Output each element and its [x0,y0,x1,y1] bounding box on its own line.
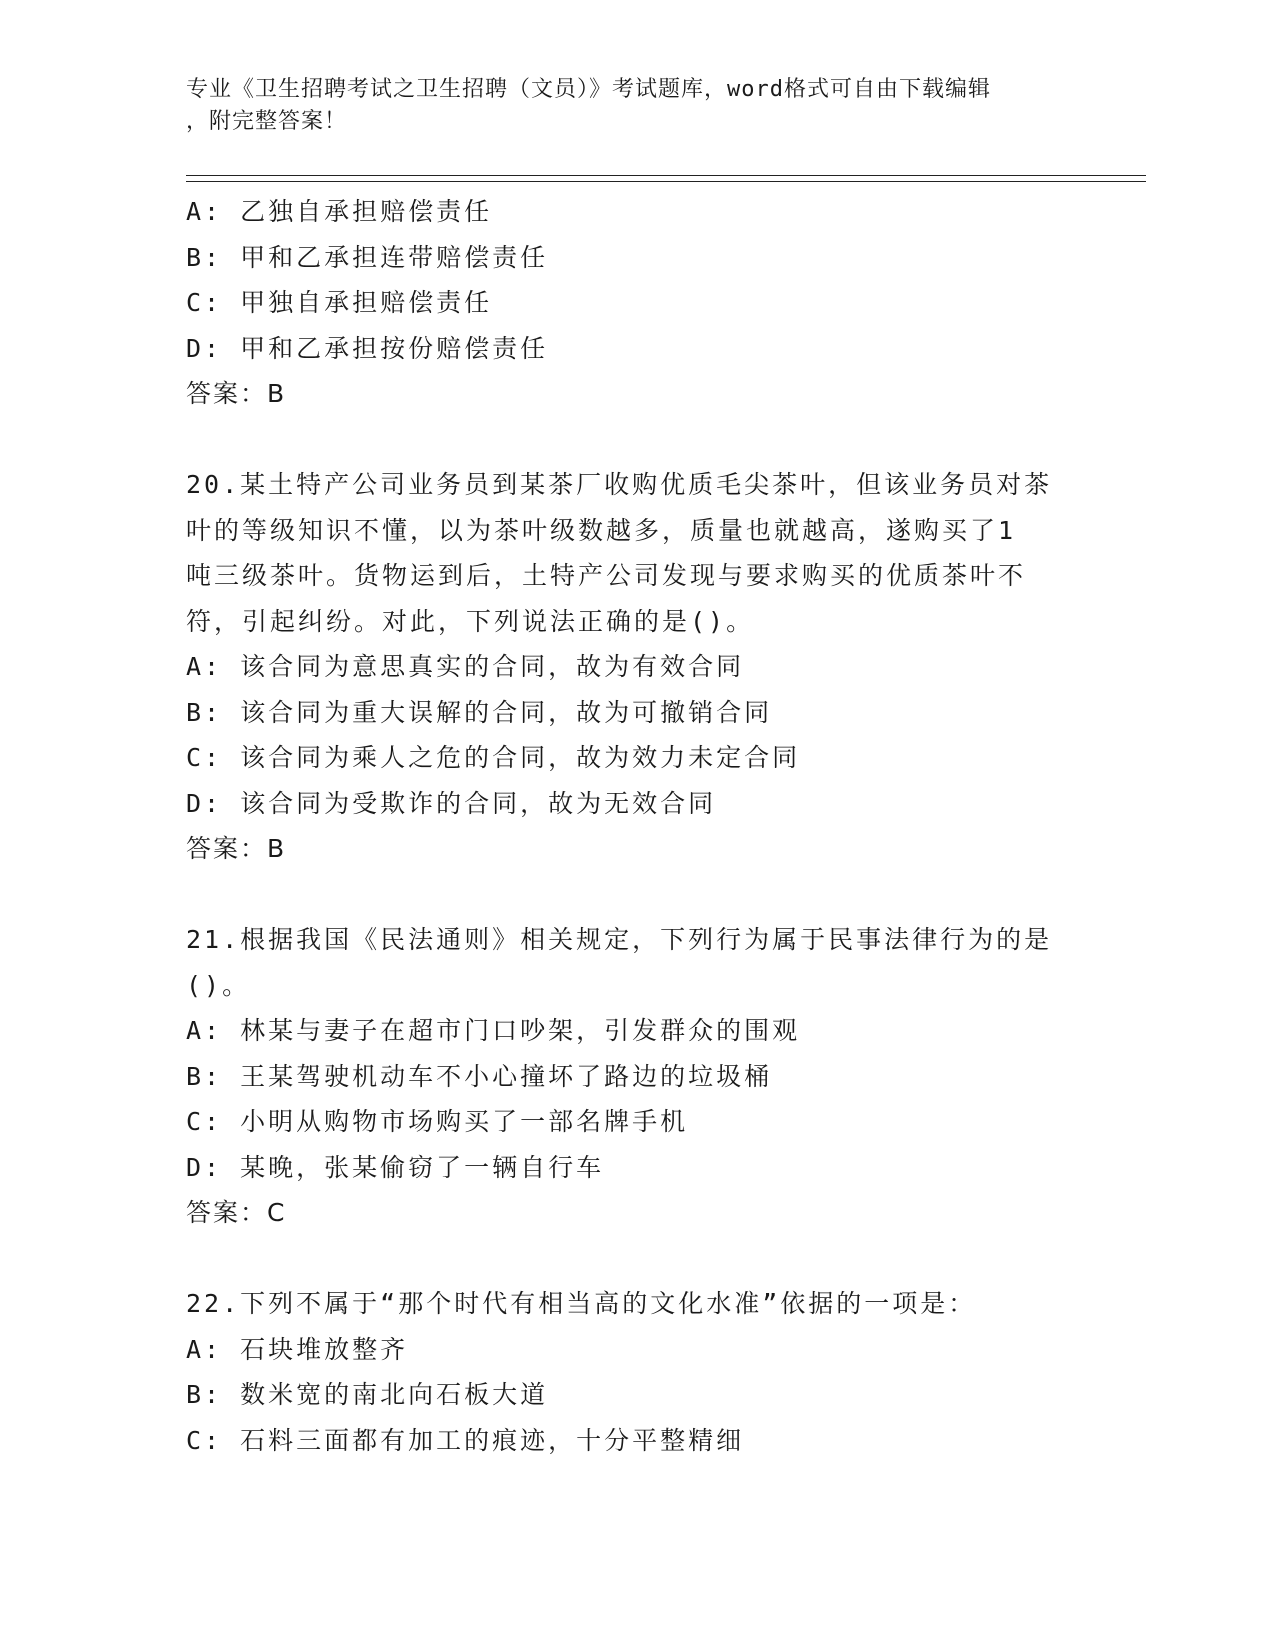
spacer [186,417,1086,463]
question-21 [186,917,1086,1236]
q22-option-c: C: 石料三面都有加工的痕迹，十分平整精细 [186,1425,745,1455]
q22-text-line-1: 22.下列不属于“那个时代有相当高的文化水准”依据的一项是： [186,1289,977,1318]
q22-option-b: B: 数米宽的南北向石板大道 [186,1380,549,1409]
q21-option-b: B: 王某驾驶机动车不小心撞坏了路边的垃圾桶 [186,1061,773,1091]
header-line-2: ，附完整答案！ [186,109,348,134]
spacer [186,872,1086,918]
q20-option-b: B: 该合同为重大误解的合同，故为可撤销合同 [186,697,773,727]
q19-option-a: A: 乙独自承担赔偿责任 [186,197,493,226]
q21-option-c: C: 小明从购物市场购买了一部名牌手机 [186,1107,689,1136]
q20-text-line-1: 20.某土特产公司业务员到某茶厂收购优质毛尖茶叶，但该业务员对茶 [186,470,1053,499]
question-20 [186,462,1086,872]
question-list [186,189,1086,1463]
q19-option-c: C: 甲独自承担赔偿责任 [186,288,493,317]
q20-option-c: C: 该合同为乘人之危的合同，故为效力未定合同 [186,743,801,772]
q21-text-line-1: 21.根据我国《民法通则》相关规定，下列行为属于民事法律行为的是 [186,925,1053,954]
spacer [186,1236,1086,1282]
q20-answer: 答案：B [186,834,287,863]
q19-answer: 答案：B [186,379,287,408]
q20-option-d: D: 该合同为受欺诈的合同，故为无效合同 [186,788,717,818]
q21-option-a: A: 林某与妻子在超市门口吵架，引发群众的围观 [186,1016,801,1045]
q21-option-d: D: 某晚，张某偷窃了一辆自行车 [186,1152,605,1182]
q20-text-line-2: 叶的等级知识不懂，以为茶叶级数越多，质量也就越高，遂购买了1 [186,515,1017,545]
question-22 [186,1281,1086,1463]
question-19 [186,189,1086,417]
q19-option-d: D: 甲和乙承担按份赔偿责任 [186,333,549,363]
q22-option-a: A: 石块堆放整齐 [186,1334,409,1364]
header-rule-bottom [186,181,1146,182]
header-line-1: 专业《卫生招聘考试之卫生招聘（文员）》考试题库，word格式可自由下载编辑 [186,77,991,102]
q21-answer: 答案：C [186,1198,287,1227]
header-rule-top [186,175,1146,176]
q20-text-line-4: 符，引起纠纷。对此，下列说法正确的是()。 [186,606,755,636]
document-header [186,74,1086,138]
q20-text-line-3: 吨三级茶叶。货物运到后，土特产公司发现与要求购买的优质茶叶不 [186,561,1027,590]
q19-option-b: B: 甲和乙承担连带赔偿责任 [186,242,549,272]
q20-option-a: A: 该合同为意思真实的合同，故为有效合同 [186,652,745,681]
q21-text-line-2: ()。 [186,970,251,1000]
